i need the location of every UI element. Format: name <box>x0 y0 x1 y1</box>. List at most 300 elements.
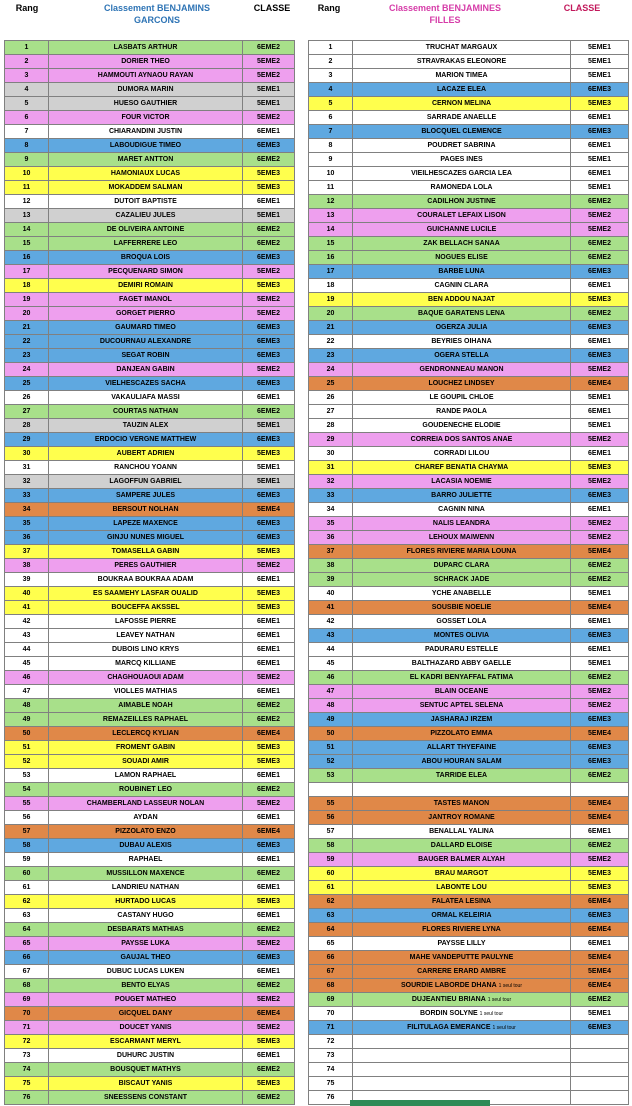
rank-cell: 34 <box>5 503 49 517</box>
name-cell: DUBAU ALEXIS <box>49 839 243 853</box>
table-row <box>5 853 295 867</box>
table-row <box>5 587 295 601</box>
table-row <box>309 909 629 923</box>
rank-cell: 9 <box>5 153 49 167</box>
name-cell: RANDE PAOLA <box>353 405 571 419</box>
table-row <box>309 601 629 615</box>
rank-cell: 42 <box>309 615 353 629</box>
name-cell: REMAZEILLES RAPHAEL <box>49 713 243 727</box>
table-row <box>309 447 629 461</box>
rank-cell: 3 <box>5 69 49 83</box>
class-cell: 6EME4 <box>571 895 629 909</box>
name-cell: BLOCQUEL CLEMENCE <box>353 125 571 139</box>
class-cell: 6EME3 <box>243 139 295 153</box>
class-cell: 6EME2 <box>571 559 629 573</box>
name-cell: FOUR VICTOR <box>49 111 243 125</box>
name-cell: BAQUE GARATENS LENA <box>353 307 571 321</box>
name-cell: CARRERE ERARD AMBRE <box>353 965 571 979</box>
name-cell: CASTANY HUGO <box>49 909 243 923</box>
rank-cell: 15 <box>5 237 49 251</box>
table-row <box>5 433 295 447</box>
table-row <box>309 195 629 209</box>
class-cell: 6EME3 <box>571 741 629 755</box>
class-cell: 6EME2 <box>243 223 295 237</box>
table-row <box>5 139 295 153</box>
class-cell: 5EME1 <box>243 209 295 223</box>
rank-cell: 47 <box>5 685 49 699</box>
class-cell: 5EME3 <box>243 279 295 293</box>
class-cell: 6EME1 <box>243 391 295 405</box>
rank-cell: 19 <box>5 293 49 307</box>
name-cell: GAUMARD TIMEO <box>49 321 243 335</box>
rank-cell: 22 <box>5 335 49 349</box>
table-row <box>5 643 295 657</box>
rank-cell: 43 <box>309 629 353 643</box>
class-cell: 5EME4 <box>571 965 629 979</box>
name-cell: EL KADRI BENYAFFAL FATIMA <box>353 671 571 685</box>
class-cell: 5EME2 <box>571 475 629 489</box>
rank-cell: 69 <box>5 993 49 1007</box>
rank-cell: 25 <box>5 377 49 391</box>
class-cell: 5EME1 <box>571 153 629 167</box>
name-cell: DUMORA MARIN <box>49 83 243 97</box>
class-cell: 5EME1 <box>571 181 629 195</box>
name-cell: LACASIA NOEMIE <box>353 475 571 489</box>
name-cell: BEN ADDOU NAJAT <box>353 293 571 307</box>
rank-cell: 32 <box>5 475 49 489</box>
rank-cell: 65 <box>309 937 353 951</box>
table-row <box>309 979 629 993</box>
rank-cell: 58 <box>5 839 49 853</box>
class-cell: 5EME3 <box>243 755 295 769</box>
rank-cell: 70 <box>309 1007 353 1021</box>
class-cell: 6EME4 <box>243 1007 295 1021</box>
table-row <box>309 657 629 671</box>
class-cell: 5EME2 <box>243 797 295 811</box>
table-row <box>309 377 629 391</box>
rank-cell: 62 <box>309 895 353 909</box>
rank-cell: 21 <box>5 321 49 335</box>
rank-cell: 56 <box>309 811 353 825</box>
rank-cell: 73 <box>309 1049 353 1063</box>
name-cell: DESBARATS MATHIAS <box>49 923 243 937</box>
name-cell: ES SAAMEHY LASFAR OUALID <box>49 587 243 601</box>
table-row <box>309 335 629 349</box>
rank-cell: 66 <box>309 951 353 965</box>
rank-cell: 2 <box>309 55 353 69</box>
rank-cell: 21 <box>309 321 353 335</box>
table-row <box>5 489 295 503</box>
table-row <box>5 629 295 643</box>
class-cell: 6EME3 <box>571 321 629 335</box>
class-cell: 6EME3 <box>243 839 295 853</box>
name-cell: HURTADO LUCAS <box>49 895 243 909</box>
rank-cell: 65 <box>5 937 49 951</box>
name-cell: AYDAN <box>49 811 243 825</box>
rank-cell: 35 <box>309 517 353 531</box>
name-cell: LOUCHEZ LINDSEY <box>353 377 571 391</box>
class-cell: 6EME1 <box>571 643 629 657</box>
rank-cell: 45 <box>5 657 49 671</box>
class-cell: 6EME3 <box>243 951 295 965</box>
rank-cell: 42 <box>5 615 49 629</box>
rank-cell: 31 <box>309 461 353 475</box>
rank-cell: 8 <box>5 139 49 153</box>
name-cell: BENALLAL YALINA <box>353 825 571 839</box>
class-cell: 6EME1 <box>571 937 629 951</box>
name-cell: JANTROY ROMANE <box>353 811 571 825</box>
name-cell: MAHE VANDEPUTTE PAULYNE <box>353 951 571 965</box>
table-row <box>5 349 295 363</box>
name-cell: DOUCET YANIS <box>49 1021 243 1035</box>
name-cell: CAGNIN NINA <box>353 503 571 517</box>
rank-cell: 10 <box>5 167 49 181</box>
name-cell: LAFOSSE PIERRE <box>49 615 243 629</box>
name-cell <box>353 1077 571 1091</box>
table-row <box>309 1049 629 1063</box>
class-cell: 6EME3 <box>571 349 629 363</box>
name-cell: GENDRONNEAU MANON <box>353 363 571 377</box>
table-row <box>5 965 295 979</box>
table-row <box>309 545 629 559</box>
name-cell: BISCAUT YANIS <box>49 1077 243 1091</box>
table-row <box>309 951 629 965</box>
table-row <box>309 181 629 195</box>
name-cell: ZAK BELLACH SANAA <box>353 237 571 251</box>
table-row <box>5 783 295 797</box>
table-row <box>309 867 629 881</box>
table-row <box>5 1063 295 1077</box>
name-cell: HAMMOUTI AYNAOU RAYAN <box>49 69 243 83</box>
class-cell: 6EME2 <box>571 195 629 209</box>
table-row <box>5 153 295 167</box>
rank-cell: 70 <box>5 1007 49 1021</box>
rank-cell: 53 <box>5 769 49 783</box>
name-cell: BEYRIES OIHANA <box>353 335 571 349</box>
rank-cell: 5 <box>5 97 49 111</box>
class-cell: 6EME1 <box>243 657 295 671</box>
rank-cell: 4 <box>5 83 49 97</box>
table-row <box>309 97 629 111</box>
name-cell: ROUBINET LEO <box>49 783 243 797</box>
rank-cell: 11 <box>5 181 49 195</box>
class-cell: 5EME3 <box>243 895 295 909</box>
name-cell: COURALET LEFAIX LISON <box>353 209 571 223</box>
table-row <box>5 909 295 923</box>
name-cell: PAGES INES <box>353 153 571 167</box>
name-cell: MARET ANTTON <box>49 153 243 167</box>
name-cell: CORRADI LILOU <box>353 447 571 461</box>
rank-cell: 55 <box>309 797 353 811</box>
name-cell <box>353 783 571 797</box>
table-row <box>309 881 629 895</box>
name-cell: ORMAL KELEIRIA <box>353 909 571 923</box>
table-row <box>5 1007 295 1021</box>
class-cell: 5EME2 <box>243 363 295 377</box>
name-cell: CHAREF BENATIA CHAYMA <box>353 461 571 475</box>
table-row <box>309 321 629 335</box>
table-row <box>5 951 295 965</box>
name-cell: RAMONEDA LOLA <box>353 181 571 195</box>
table-row <box>309 825 629 839</box>
name-cell: SOURDIE LABORDE DHANA 1 seul tour <box>353 979 571 993</box>
table-row <box>5 811 295 825</box>
note-label: 1 seul tour <box>479 1010 504 1017</box>
class-cell: 5EME3 <box>243 741 295 755</box>
rank-cell: 38 <box>309 559 353 573</box>
name-cell: VIELHESCAZES SACHA <box>49 377 243 391</box>
class-cell: 5EME1 <box>571 69 629 83</box>
class-cell: 6EME2 <box>571 671 629 685</box>
name-cell: MARCQ KILLIANE <box>49 657 243 671</box>
name-cell: PERES GAUTHIER <box>49 559 243 573</box>
class-cell: 5EME1 <box>571 41 629 55</box>
class-cell: 6EME4 <box>571 979 629 993</box>
class-cell: 6EME1 <box>243 909 295 923</box>
class-cell: 6EME3 <box>243 531 295 545</box>
note-label: 1 seul tour <box>498 982 523 989</box>
rank-cell: 60 <box>309 867 353 881</box>
table-row <box>5 69 295 83</box>
class-cell: 6EME3 <box>571 713 629 727</box>
name-cell: CHAMBERLAND LASSEUR NOLAN <box>49 797 243 811</box>
rank-cell: 72 <box>309 1035 353 1049</box>
table-row <box>309 251 629 265</box>
table-row <box>5 377 295 391</box>
table-row <box>309 699 629 713</box>
class-cell: 6EME1 <box>243 685 295 699</box>
class-cell: 6EME1 <box>243 643 295 657</box>
class-cell: 5EME1 <box>571 55 629 69</box>
class-cell: 5EME1 <box>243 83 295 97</box>
rank-cell: 4 <box>309 83 353 97</box>
table-row <box>309 615 629 629</box>
name-cell: SAMPERE JULES <box>49 489 243 503</box>
class-cell: 6EME3 <box>571 489 629 503</box>
rank-cell: 18 <box>309 279 353 293</box>
name-cell: CORREIA DOS SANTOS ANAE <box>353 433 571 447</box>
name-cell: STRAVRAKAS ELEONORE <box>353 55 571 69</box>
table-row <box>309 503 629 517</box>
class-cell: 6EME1 <box>243 769 295 783</box>
name-cell: PAYSSE LILLY <box>353 937 571 951</box>
name-cell: JASHARAJ IRZEM <box>353 713 571 727</box>
sheet-tab-indicator <box>350 1100 490 1106</box>
table-row <box>5 209 295 223</box>
table-row <box>309 363 629 377</box>
name-cell: LAGOFFUN GABRIEL <box>49 475 243 489</box>
class-cell: 6EME2 <box>571 839 629 853</box>
class-cell: 5EME4 <box>571 545 629 559</box>
table-row <box>309 209 629 223</box>
class-cell: 6EME4 <box>571 377 629 391</box>
rank-cell: 12 <box>309 195 353 209</box>
table-row <box>309 1077 629 1091</box>
name-cell: HUESO GAUTHIER <box>49 97 243 111</box>
table-row <box>309 1021 629 1035</box>
rank-cell: 33 <box>309 489 353 503</box>
table-row <box>5 111 295 125</box>
table-row <box>5 531 295 545</box>
name-cell: BAUGER BALMER ALYAH <box>353 853 571 867</box>
table-row <box>309 349 629 363</box>
class-cell <box>571 1091 629 1105</box>
rank-cell: 33 <box>5 489 49 503</box>
name-cell: SARRADE ANAELLE <box>353 111 571 125</box>
name-cell: NALIS LEANDRA <box>353 517 571 531</box>
table-row <box>5 727 295 741</box>
rank-cell: 16 <box>309 251 353 265</box>
rank-cell: 27 <box>5 405 49 419</box>
name-cell: ERDOCIO VERGNE MATTHEW <box>49 433 243 447</box>
rank-cell: 67 <box>309 965 353 979</box>
table-row <box>5 769 295 783</box>
class-cell: 5EME2 <box>243 559 295 573</box>
name-cell: ABOU HOURAN SALAM <box>353 755 571 769</box>
table-row <box>5 391 295 405</box>
table-row <box>309 741 629 755</box>
rank-cell: 36 <box>309 531 353 545</box>
class-cell: 5EME2 <box>571 517 629 531</box>
rank-cell: 17 <box>309 265 353 279</box>
table-row <box>5 321 295 335</box>
class-cell: 6EME2 <box>243 41 295 55</box>
header-row <box>0 0 632 40</box>
class-cell: 6EME1 <box>243 195 295 209</box>
class-cell: 5EME1 <box>571 1007 629 1021</box>
class-cell: 6EME2 <box>243 1091 295 1105</box>
rank-cell: 44 <box>5 643 49 657</box>
class-cell: 5EME2 <box>571 433 629 447</box>
rank-cell: 17 <box>5 265 49 279</box>
name-cell: POUGET MATHEO <box>49 993 243 1007</box>
rank-cell: 76 <box>5 1091 49 1105</box>
name-cell: LEAVEY NATHAN <box>49 629 243 643</box>
name-cell: LEHOUX MAIWENN <box>353 531 571 545</box>
name-cell: GORGET PIERRO <box>49 307 243 321</box>
table-row <box>309 685 629 699</box>
rank-cell: 20 <box>309 307 353 321</box>
table-row <box>5 167 295 181</box>
class-cell: 5EME4 <box>571 951 629 965</box>
table-row <box>5 251 295 265</box>
name-cell: LAFFERRERE LEO <box>49 237 243 251</box>
class-cell: 5EME2 <box>243 55 295 69</box>
name-cell: BOUSQUET MATHYS <box>49 1063 243 1077</box>
table-row <box>309 839 629 853</box>
class-cell: 5EME1 <box>571 391 629 405</box>
rank-cell: 24 <box>309 363 353 377</box>
rank-cell: 74 <box>5 1063 49 1077</box>
name-cell: TAUZIN ALEX <box>49 419 243 433</box>
name-cell: DUHURC JUSTIN <box>49 1049 243 1063</box>
name-cell: GICQUEL DANY <box>49 1007 243 1021</box>
name-cell: CAZALIEU JULES <box>49 209 243 223</box>
class-cell <box>571 1049 629 1063</box>
table-row <box>309 405 629 419</box>
name-cell: SCHRACK JADE <box>353 573 571 587</box>
table-row <box>5 195 295 209</box>
table-row <box>309 41 629 55</box>
table-row <box>309 517 629 531</box>
rank-cell: 13 <box>5 209 49 223</box>
name-cell: SNEESSENS CONSTANT <box>49 1091 243 1105</box>
class-cell: 6EME2 <box>243 867 295 881</box>
name-cell: GAUJAL THEO <box>49 951 243 965</box>
rank-cell: 61 <box>5 881 49 895</box>
name-cell: DALLARD ELOISE <box>353 839 571 853</box>
table-row <box>309 279 629 293</box>
rank-cell: 68 <box>5 979 49 993</box>
rank-cell: 71 <box>5 1021 49 1035</box>
table-row <box>309 293 629 307</box>
table-row <box>309 1063 629 1077</box>
name-cell: BERSOUT NOLHAN <box>49 503 243 517</box>
name-cell: VAKAULIAFA MASSI <box>49 391 243 405</box>
table-row <box>5 237 295 251</box>
class-cell: 5EME3 <box>571 461 629 475</box>
table-row <box>309 713 629 727</box>
rank-cell: 10 <box>309 167 353 181</box>
class-cell: 6EME3 <box>243 349 295 363</box>
name-cell: SEGAT ROBIN <box>49 349 243 363</box>
name-cell: OGERA STELLA <box>353 349 571 363</box>
name-cell: LAPEZE MAXENCE <box>49 517 243 531</box>
class-cell: 5EME4 <box>243 503 295 517</box>
table-row <box>309 573 629 587</box>
class-cell: 5EME3 <box>571 97 629 111</box>
name-cell: FROMENT GABIN <box>49 741 243 755</box>
name-cell: DUTOIT BAPTISTE <box>49 195 243 209</box>
header-title-boys: Classement BENJAMINS GARCONS <box>103 3 211 25</box>
rank-cell: 52 <box>5 755 49 769</box>
class-cell: 6EME1 <box>243 629 295 643</box>
table-row <box>309 727 629 741</box>
class-cell: 5EME1 <box>243 475 295 489</box>
table-row <box>5 1077 295 1091</box>
class-cell: 5EME2 <box>243 293 295 307</box>
class-cell: 5EME3 <box>243 167 295 181</box>
name-cell: DUPARC CLARA <box>353 559 571 573</box>
rank-cell: 69 <box>309 993 353 1007</box>
rank-cell: 30 <box>309 447 353 461</box>
class-cell: 6EME2 <box>243 405 295 419</box>
table-row <box>309 153 629 167</box>
table-row <box>5 601 295 615</box>
class-cell: 5EME1 <box>571 587 629 601</box>
class-cell: 5EME2 <box>571 531 629 545</box>
table-row <box>5 503 295 517</box>
class-cell: 5EME1 <box>243 461 295 475</box>
class-cell: 5EME1 <box>243 419 295 433</box>
name-cell: COURTAS NATHAN <box>49 405 243 419</box>
table-row <box>5 867 295 881</box>
name-cell: GINJU NUNES MIGUEL <box>49 531 243 545</box>
table-row <box>309 391 629 405</box>
name-cell: LABONTE LOU <box>353 881 571 895</box>
table-row <box>309 993 629 1007</box>
name-cell: GOUDENECHE ELODIE <box>353 419 571 433</box>
class-cell: 6EME2 <box>243 153 295 167</box>
rank-cell: 61 <box>309 881 353 895</box>
table-row <box>5 1091 295 1105</box>
name-cell: BORDIN SOLYNE 1 seul tour <box>353 1007 571 1021</box>
class-cell: 5EME1 <box>243 97 295 111</box>
class-cell: 5EME3 <box>243 587 295 601</box>
table-row <box>5 895 295 909</box>
table-row <box>309 1035 629 1049</box>
name-cell: PAYSSE LUKA <box>49 937 243 951</box>
